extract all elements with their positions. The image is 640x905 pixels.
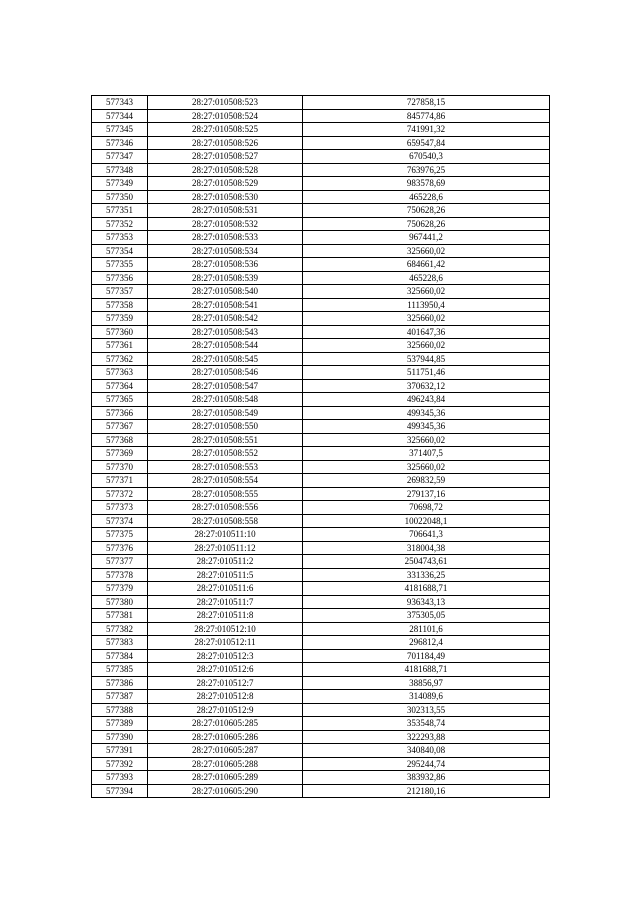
row-number-cell: 577351 <box>92 204 148 218</box>
row-number-cell: 577378 <box>92 568 148 582</box>
table-row <box>92 420 550 434</box>
cadastral-value-cell: 370632,12 <box>303 379 550 393</box>
table-row <box>92 231 550 245</box>
cadastral-value-cell: 325660,02 <box>303 244 550 258</box>
cadastral-number-cell: 28:27:010508:553 <box>148 460 303 474</box>
cadastral-value-cell: 750628,26 <box>303 217 550 231</box>
table-row <box>92 136 550 150</box>
row-number-cell: 577359 <box>92 312 148 326</box>
row-number-cell: 577367 <box>92 420 148 434</box>
table-row <box>92 150 550 164</box>
row-number-cell: 577347 <box>92 150 148 164</box>
row-number-cell: 577343 <box>92 96 148 110</box>
cadastral-value-cell: 375305,05 <box>303 609 550 623</box>
table-row <box>92 433 550 447</box>
cadastral-value-cell: 496243,84 <box>303 393 550 407</box>
cadastral-value-cell: 401647,36 <box>303 325 550 339</box>
cadastral-number-cell: 28:27:010508:528 <box>148 163 303 177</box>
row-number-cell: 577387 <box>92 690 148 704</box>
cadastral-number-cell: 28:27:010605:285 <box>148 717 303 731</box>
row-number-cell: 577390 <box>92 730 148 744</box>
row-number-cell: 577386 <box>92 676 148 690</box>
table-row <box>92 676 550 690</box>
cadastral-number-cell: 28:27:010512:9 <box>148 703 303 717</box>
row-number-cell: 577389 <box>92 717 148 731</box>
cadastral-number-cell: 28:27:010605:287 <box>148 744 303 758</box>
cadastral-number-cell: 28:27:010605:286 <box>148 730 303 744</box>
cadastral-number-cell: 28:27:010508:545 <box>148 352 303 366</box>
cadastral-number-cell: 28:27:010511:7 <box>148 595 303 609</box>
row-number-cell: 577393 <box>92 771 148 785</box>
cadastral-number-cell: 28:27:010508:549 <box>148 406 303 420</box>
cadastral-number-cell: 28:27:010511:2 <box>148 555 303 569</box>
table-row <box>92 622 550 636</box>
cadastral-number-cell: 28:27:010508:558 <box>148 514 303 528</box>
cadastral-value-cell: 269832,59 <box>303 474 550 488</box>
row-number-cell: 577358 <box>92 298 148 312</box>
cadastral-number-cell: 28:27:010508:546 <box>148 366 303 380</box>
table-row <box>92 96 550 110</box>
cadastral-number-cell: 28:27:010508:529 <box>148 177 303 191</box>
row-number-cell: 577350 <box>92 190 148 204</box>
cadastral-value-cell: 331336,25 <box>303 568 550 582</box>
table-row <box>92 447 550 461</box>
cadastral-value-cell: 4181688,71 <box>303 663 550 677</box>
cadastral-value-cell: 983578,69 <box>303 177 550 191</box>
table-row <box>92 717 550 731</box>
cadastral-value-cell: 670540,3 <box>303 150 550 164</box>
cadastral-number-cell: 28:27:010508:530 <box>148 190 303 204</box>
cadastral-number-cell: 28:27:010508:532 <box>148 217 303 231</box>
cadastral-value-cell: 750628,26 <box>303 204 550 218</box>
table-row <box>92 123 550 137</box>
row-number-cell: 577376 <box>92 541 148 555</box>
cadastral-value-cell: 383932,86 <box>303 771 550 785</box>
row-number-cell: 577360 <box>92 325 148 339</box>
table-row <box>92 568 550 582</box>
table-row <box>92 757 550 771</box>
table-row <box>92 258 550 272</box>
cadastral-value-cell: 845774,86 <box>303 109 550 123</box>
cadastral-value-cell: 70698,72 <box>303 501 550 515</box>
table-row <box>92 325 550 339</box>
row-number-cell: 577348 <box>92 163 148 177</box>
row-number-cell: 577363 <box>92 366 148 380</box>
cadastral-number-cell: 28:27:010508:536 <box>148 258 303 272</box>
row-number-cell: 577375 <box>92 528 148 542</box>
cadastral-value-cell: 10022048,1 <box>303 514 550 528</box>
row-number-cell: 577356 <box>92 271 148 285</box>
cadastral-value-cell: 212180,16 <box>303 784 550 798</box>
table-row <box>92 690 550 704</box>
cadastral-number-cell: 28:27:010508:542 <box>148 312 303 326</box>
table-row <box>92 190 550 204</box>
cadastral-number-cell: 28:27:010508:554 <box>148 474 303 488</box>
cadastral-value-cell: 741991,32 <box>303 123 550 137</box>
table-row <box>92 379 550 393</box>
table-row <box>92 271 550 285</box>
cadastral-value-cell: 2504743,61 <box>303 555 550 569</box>
row-number-cell: 577394 <box>92 784 148 798</box>
cadastral-value-cell: 325660,02 <box>303 312 550 326</box>
cadastral-number-cell: 28:27:010508:534 <box>148 244 303 258</box>
row-number-cell: 577349 <box>92 177 148 191</box>
cadastral-value-cell: 4181688,71 <box>303 582 550 596</box>
cadastral-number-cell: 28:27:010508:552 <box>148 447 303 461</box>
cadastral-value-cell: 325660,02 <box>303 285 550 299</box>
cadastral-number-cell: 28:27:010508:550 <box>148 420 303 434</box>
row-number-cell: 577346 <box>92 136 148 150</box>
cadastral-number-cell: 28:27:010512:11 <box>148 636 303 650</box>
table-row <box>92 406 550 420</box>
cadastral-value-cell: 295244,74 <box>303 757 550 771</box>
cadastral-number-cell: 28:27:010508:526 <box>148 136 303 150</box>
row-number-cell: 577381 <box>92 609 148 623</box>
row-number-cell: 577355 <box>92 258 148 272</box>
table-row <box>92 217 550 231</box>
table-row <box>92 730 550 744</box>
row-number-cell: 577371 <box>92 474 148 488</box>
row-number-cell: 577369 <box>92 447 148 461</box>
table-row <box>92 109 550 123</box>
cadastral-value-cell: 763976,25 <box>303 163 550 177</box>
row-number-cell: 577354 <box>92 244 148 258</box>
table-row <box>92 352 550 366</box>
table-row <box>92 474 550 488</box>
cadastral-number-cell: 28:27:010508:543 <box>148 325 303 339</box>
cadastral-number-cell: 28:27:010508:544 <box>148 339 303 353</box>
row-number-cell: 577383 <box>92 636 148 650</box>
row-number-cell: 577382 <box>92 622 148 636</box>
row-number-cell: 577362 <box>92 352 148 366</box>
table-body <box>92 96 550 798</box>
row-number-cell: 577379 <box>92 582 148 596</box>
cadastral-value-cell: 325660,02 <box>303 433 550 447</box>
cadastral-value-cell: 314089,6 <box>303 690 550 704</box>
cadastral-number-cell: 28:27:010511:10 <box>148 528 303 542</box>
cadastral-number-cell: 28:27:010512:7 <box>148 676 303 690</box>
row-number-cell: 577344 <box>92 109 148 123</box>
cadastral-number-cell: 28:27:010508:533 <box>148 231 303 245</box>
table-row <box>92 393 550 407</box>
cadastral-number-cell: 28:27:010511:5 <box>148 568 303 582</box>
cadastral-number-cell: 28:27:010605:288 <box>148 757 303 771</box>
cadastral-number-cell: 28:27:010508:527 <box>148 150 303 164</box>
cadastral-value-cell: 701184,49 <box>303 649 550 663</box>
cadastral-number-cell: 28:27:010508:531 <box>148 204 303 218</box>
row-number-cell: 577357 <box>92 285 148 299</box>
row-number-cell: 577374 <box>92 514 148 528</box>
cadastral-value-cell: 499345,36 <box>303 420 550 434</box>
table-row <box>92 649 550 663</box>
cadastral-value-cell: 499345,36 <box>303 406 550 420</box>
table-row <box>92 366 550 380</box>
table-row <box>92 744 550 758</box>
cadastral-value-cell: 322293,88 <box>303 730 550 744</box>
cadastral-number-cell: 28:27:010508:556 <box>148 501 303 515</box>
table-row <box>92 177 550 191</box>
cadastral-number-cell: 28:27:010508:540 <box>148 285 303 299</box>
table-row <box>92 541 550 555</box>
table-row <box>92 771 550 785</box>
table-row <box>92 298 550 312</box>
table-row <box>92 339 550 353</box>
table-row <box>92 636 550 650</box>
row-number-cell: 577377 <box>92 555 148 569</box>
cadastral-number-cell: 28:27:010508:541 <box>148 298 303 312</box>
cadastral-value-cell: 465228,6 <box>303 271 550 285</box>
cadastral-value-cell: 340840,08 <box>303 744 550 758</box>
cadastral-number-cell: 28:27:010511:8 <box>148 609 303 623</box>
cadastral-number-cell: 28:27:010508:525 <box>148 123 303 137</box>
table-row <box>92 244 550 258</box>
cadastral-value-cell: 511751,46 <box>303 366 550 380</box>
table-row <box>92 487 550 501</box>
row-number-cell: 577372 <box>92 487 148 501</box>
cadastral-number-cell: 28:27:010605:290 <box>148 784 303 798</box>
cadastral-number-cell: 28:27:010511:12 <box>148 541 303 555</box>
row-number-cell: 577361 <box>92 339 148 353</box>
cadastral-value-cell: 325660,02 <box>303 460 550 474</box>
cadastral-value-cell: 296812,4 <box>303 636 550 650</box>
row-number-cell: 577373 <box>92 501 148 515</box>
cadastral-value-cell: 302313,55 <box>303 703 550 717</box>
cadastral-value-cell: 38856,97 <box>303 676 550 690</box>
table-row <box>92 163 550 177</box>
cadastral-value-cell: 318004,38 <box>303 541 550 555</box>
table-row <box>92 784 550 798</box>
row-number-cell: 577391 <box>92 744 148 758</box>
cadastral-number-cell: 28:27:010508:555 <box>148 487 303 501</box>
table-row <box>92 582 550 596</box>
cadastral-value-cell: 1113950,4 <box>303 298 550 312</box>
cadastral-number-cell: 28:27:010508:551 <box>148 433 303 447</box>
cadastral-number-cell: 28:27:010512:10 <box>148 622 303 636</box>
cadastral-value-cell: 353548,74 <box>303 717 550 731</box>
cadastral-value-cell: 967441,2 <box>303 231 550 245</box>
row-number-cell: 577392 <box>92 757 148 771</box>
cadastral-value-cell: 281101,6 <box>303 622 550 636</box>
table-row <box>92 663 550 677</box>
row-number-cell: 577345 <box>92 123 148 137</box>
table-row <box>92 703 550 717</box>
cadastral-value-cell: 325660,02 <box>303 339 550 353</box>
cadastral-value-cell: 371407,5 <box>303 447 550 461</box>
table-row <box>92 204 550 218</box>
table-row <box>92 609 550 623</box>
cadastral-number-cell: 28:27:010512:6 <box>148 663 303 677</box>
cadastral-value-cell: 936343,13 <box>303 595 550 609</box>
table-row <box>92 528 550 542</box>
table-row <box>92 514 550 528</box>
table-row <box>92 501 550 515</box>
row-number-cell: 577353 <box>92 231 148 245</box>
row-number-cell: 577366 <box>92 406 148 420</box>
cadastral-value-cell: 465228,6 <box>303 190 550 204</box>
cadastral-number-cell: 28:27:010508:547 <box>148 379 303 393</box>
cadastral-number-cell: 28:27:010508:539 <box>148 271 303 285</box>
table-row <box>92 460 550 474</box>
cadastral-number-cell: 28:27:010512:8 <box>148 690 303 704</box>
row-number-cell: 577388 <box>92 703 148 717</box>
cadastral-number-cell: 28:27:010508:523 <box>148 96 303 110</box>
cadastral-number-cell: 28:27:010605:289 <box>148 771 303 785</box>
row-number-cell: 577368 <box>92 433 148 447</box>
cadastral-number-cell: 28:27:010512:3 <box>148 649 303 663</box>
cadastral-number-cell: 28:27:010508:524 <box>148 109 303 123</box>
cadastral-value-cell: 727858,15 <box>303 96 550 110</box>
table-row <box>92 595 550 609</box>
cadastral-value-cell: 659547,84 <box>303 136 550 150</box>
row-number-cell: 577380 <box>92 595 148 609</box>
row-number-cell: 577385 <box>92 663 148 677</box>
row-number-cell: 577370 <box>92 460 148 474</box>
table-row <box>92 285 550 299</box>
cadastral-value-cell: 706641,3 <box>303 528 550 542</box>
row-number-cell: 577365 <box>92 393 148 407</box>
row-number-cell: 577352 <box>92 217 148 231</box>
cadastral-value-cell: 684661,42 <box>303 258 550 272</box>
cadastral-value-cell: 279137,16 <box>303 487 550 501</box>
cadastral-number-cell: 28:27:010508:548 <box>148 393 303 407</box>
cadastral-value-cell: 537944,85 <box>303 352 550 366</box>
cadastral-number-cell: 28:27:010511:6 <box>148 582 303 596</box>
row-number-cell: 577384 <box>92 649 148 663</box>
cadastral-value-table <box>91 95 550 798</box>
table-row <box>92 555 550 569</box>
row-number-cell: 577364 <box>92 379 148 393</box>
table-row <box>92 312 550 326</box>
